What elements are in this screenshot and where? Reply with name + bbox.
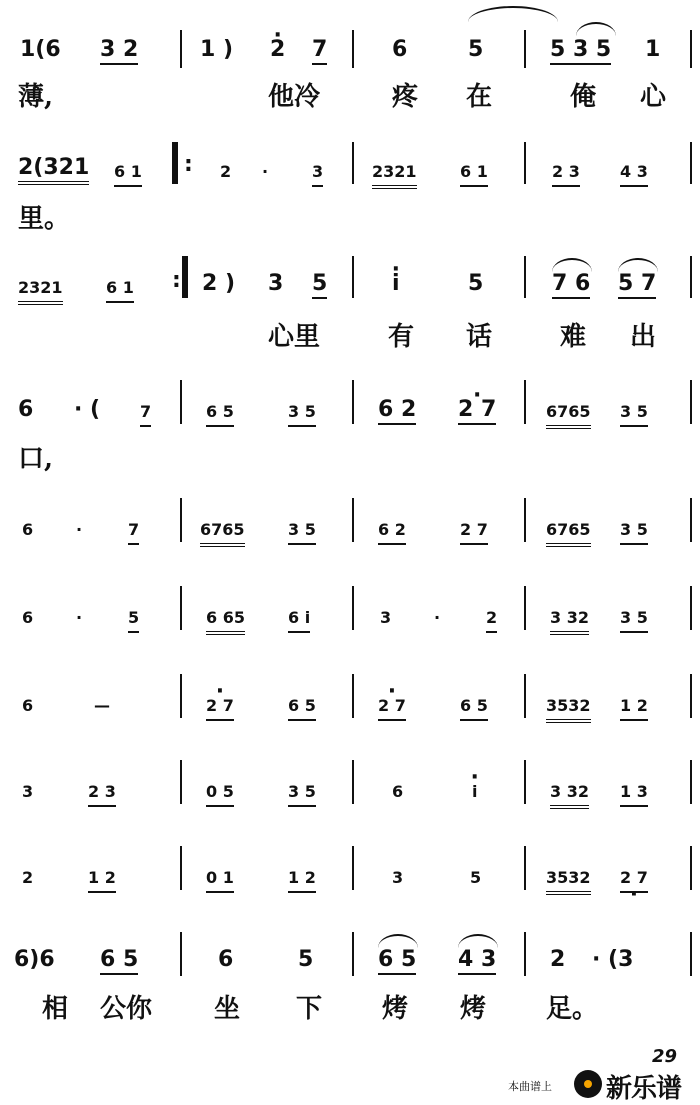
note-group: 7	[128, 518, 139, 545]
note-group: 6	[392, 37, 408, 62]
note-group: 3532	[546, 694, 591, 723]
score-row-1	[0, 30, 700, 116]
note-group: 6 1	[460, 160, 488, 187]
bar-line	[352, 760, 354, 804]
note-group: · 2 7	[378, 694, 406, 721]
note-group: 2 3	[88, 780, 116, 807]
lyric-text: 他冷	[268, 82, 321, 112]
note-group: 6 5	[460, 694, 488, 721]
score-row-4	[0, 380, 700, 474]
score-row-9	[0, 846, 700, 932]
lyric-text: 口,	[18, 444, 54, 474]
note-group: · i	[472, 780, 477, 804]
note-group: 3532	[546, 866, 591, 895]
note-group: 3 32	[550, 780, 589, 809]
logo-text: 新乐谱	[606, 1074, 682, 1104]
note-group: 6 65	[206, 606, 245, 635]
note-group: 2 3	[552, 160, 580, 187]
note-group: 2 7	[460, 518, 488, 545]
score-row-6	[0, 586, 700, 672]
note-group: 0 1	[206, 866, 234, 893]
note-group: 2	[486, 606, 497, 633]
note-group: —	[94, 696, 110, 715]
note-group: 3 5	[288, 518, 316, 545]
note-group: · i	[392, 272, 400, 296]
lyric-text: 下	[296, 994, 323, 1024]
lyric-text: 坐	[214, 994, 241, 1024]
bar-line	[690, 586, 692, 630]
lyric-text: 公你	[100, 994, 153, 1024]
slur-mark	[458, 934, 498, 948]
bar-line	[690, 760, 692, 804]
note-group: 1	[645, 37, 661, 62]
note-group: 4 3	[458, 948, 496, 975]
bar-line	[690, 30, 692, 68]
score-row-3	[0, 256, 700, 352]
slur-mark	[576, 22, 616, 36]
note-group: 6	[22, 696, 34, 715]
bar-line	[524, 256, 526, 298]
note-group: 3 5	[620, 518, 648, 545]
record-disc-icon	[574, 1070, 602, 1098]
note-group: 1(6	[20, 37, 61, 62]
note-group: 2 )	[202, 271, 236, 296]
bar-line	[524, 932, 526, 976]
note-group: 2	[220, 162, 232, 181]
note-group: 6 2	[378, 518, 406, 545]
bar-line	[690, 256, 692, 298]
note-group: · 2 7	[458, 398, 496, 425]
note-group: 5 7	[618, 272, 656, 299]
note-group: · 2	[270, 38, 285, 62]
note-group: 6 1	[114, 160, 142, 187]
bar-line	[690, 674, 692, 718]
bar-line	[180, 846, 182, 890]
bar-line	[690, 846, 692, 890]
bar-line	[352, 30, 354, 68]
note-group: 6 i	[288, 606, 310, 633]
note-group: 6)6	[14, 947, 55, 972]
note-group: · (	[74, 397, 101, 422]
slur-mark	[468, 6, 558, 22]
bar-line	[524, 498, 526, 542]
lyric-text: 烤	[382, 994, 409, 1024]
lyric-text: 出	[630, 322, 657, 352]
note-group: 6765	[546, 518, 591, 547]
note-group: 1 3	[620, 780, 648, 807]
note-group: 3	[268, 271, 284, 296]
bar-line	[352, 846, 354, 890]
lyric-text: 有	[388, 322, 415, 352]
note-group: 6 2	[378, 398, 416, 425]
note-group: 6 5	[100, 948, 138, 975]
bar-line	[352, 380, 354, 424]
note-group: 6 5	[378, 948, 416, 975]
note-group: 3	[22, 782, 34, 801]
lyric-text: 烤	[460, 994, 487, 1024]
lyric-text: 相	[42, 994, 69, 1024]
lyric-text: 疼	[392, 82, 419, 112]
note-group: 3 5	[620, 606, 648, 633]
repeat-bar	[172, 142, 178, 184]
bar-line	[690, 498, 692, 542]
lyric-text: 难	[560, 322, 587, 352]
note-group: · (3	[592, 947, 634, 972]
note-group: 3 5	[288, 780, 316, 807]
note-group: 2	[550, 947, 566, 972]
note-group: 3 5	[288, 400, 316, 427]
lyric-text: 话	[466, 322, 493, 352]
note-group: 7 6	[552, 272, 590, 299]
bar-line	[352, 674, 354, 718]
note-group: · 2 7	[206, 694, 234, 721]
note-group: 6	[22, 608, 34, 627]
note-group: 6765	[546, 400, 591, 429]
bar-line	[180, 932, 182, 976]
repeat-dots: :	[184, 152, 193, 177]
note-group: 1 2	[288, 866, 316, 893]
note-group: 1 2	[620, 694, 648, 721]
note-group: 3	[312, 160, 323, 187]
note-group: 6765	[200, 518, 245, 547]
bar-line	[180, 498, 182, 542]
bar-line	[524, 846, 526, 890]
bar-line	[352, 256, 354, 298]
bar-line	[690, 142, 692, 184]
note-group: 6 5	[206, 400, 234, 427]
score-row-10	[0, 932, 700, 1024]
note-group: 3 2	[100, 38, 138, 65]
note-group: 3	[392, 868, 404, 887]
note-group: 3 5	[620, 400, 648, 427]
note-group: 6 1	[106, 276, 134, 303]
lyric-text: 里。	[18, 204, 71, 234]
note-group: 6	[218, 947, 234, 972]
note-group: 7	[312, 38, 327, 65]
note-group: ·	[262, 162, 269, 181]
note-group: ·	[434, 608, 441, 627]
slur-mark	[618, 258, 658, 272]
note-group: 5	[468, 37, 484, 62]
note-group: 5 3 5	[550, 38, 611, 65]
note-group: 3 32	[550, 606, 589, 635]
repeat-bar	[182, 256, 188, 298]
score-row-5	[0, 498, 700, 584]
note-group: 7	[140, 400, 151, 427]
note-group: 5	[468, 271, 484, 296]
bar-line	[690, 932, 692, 976]
note-group: 2321	[372, 160, 417, 189]
lyric-text: 足。	[546, 994, 599, 1024]
repeat-dots: :	[172, 268, 181, 293]
bar-line	[524, 760, 526, 804]
note-group: 2321	[18, 276, 63, 305]
note-group: 5	[298, 947, 314, 972]
bar-line	[524, 30, 526, 68]
note-group: 2 7 ·	[620, 866, 648, 893]
note-group: 3	[380, 608, 392, 627]
note-group: 5	[470, 868, 482, 887]
lyric-text: 心里	[268, 322, 321, 352]
bar-line	[180, 30, 182, 68]
bar-line	[690, 380, 692, 424]
bar-line	[180, 674, 182, 718]
note-group: 1 )	[200, 37, 234, 62]
note-group: 1 2	[88, 866, 116, 893]
score-row-7	[0, 674, 700, 760]
bar-line	[180, 586, 182, 630]
score-row-2	[0, 142, 700, 234]
note-group: 5	[128, 606, 139, 633]
slur-mark	[552, 258, 592, 272]
bar-line	[352, 932, 354, 976]
note-group: 0 5	[206, 780, 234, 807]
bar-line	[524, 142, 526, 184]
slur-mark	[378, 934, 418, 948]
note-group: ·	[76, 608, 83, 627]
note-group: 4 3	[620, 160, 648, 187]
bar-line	[180, 760, 182, 804]
note-group: 6	[392, 782, 404, 801]
bar-line	[352, 586, 354, 630]
note-group: 5	[312, 272, 327, 299]
lyric-text: 俺	[570, 82, 597, 112]
bar-line	[524, 674, 526, 718]
lyric-text: 薄,	[18, 82, 54, 112]
lyric-text: 心	[640, 82, 667, 112]
bar-line	[524, 380, 526, 424]
bar-line	[352, 498, 354, 542]
note-group: ·	[76, 520, 83, 539]
note-group: 6	[18, 397, 34, 422]
bar-line	[180, 380, 182, 424]
score-row-8	[0, 760, 700, 846]
footer-caption: 本曲谱上	[508, 1080, 552, 1093]
note-group: 6 5	[288, 694, 316, 721]
note-group: 2(321	[18, 156, 89, 185]
bar-line	[352, 142, 354, 184]
bar-line	[524, 586, 526, 630]
page-number: 29	[652, 1046, 678, 1067]
lyric-text: 在	[466, 82, 493, 112]
note-group: 2	[22, 868, 34, 887]
note-group: 6	[22, 520, 34, 539]
